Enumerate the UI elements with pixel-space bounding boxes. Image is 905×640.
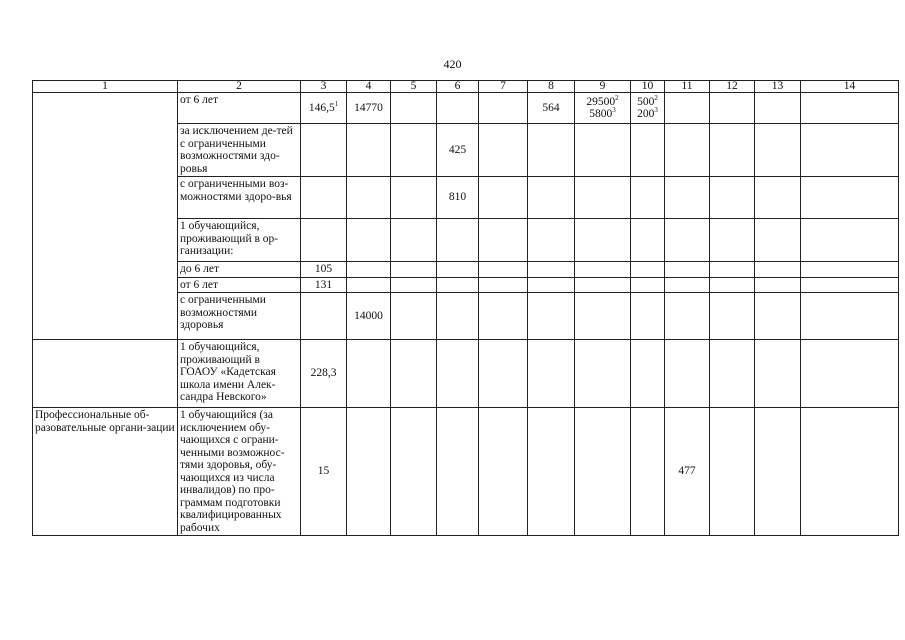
row-label: с ограниченными воз-можностями здоро-вья [178, 177, 301, 219]
row-label: 1 обучающийся (за исключением обу-чающихся с ограни-ченными возможнос-тями здоровья, обу-чающихся из числа инвалидов) по про-граммам подготовки квалифицированных рабочих [178, 408, 301, 536]
cell-col11: 477 [665, 408, 710, 536]
col-header-8: 8 [528, 81, 575, 93]
table-row [33, 93, 899, 124]
cell-col3: 105 [301, 262, 347, 278]
row-label: 1 обучающийся, проживающий в ГОАОУ «Кадетская школа имени Алек-сандра Невского» [178, 340, 301, 408]
col-header-9: 9 [575, 81, 631, 93]
col-header-14: 14 [801, 81, 899, 93]
cell-col10: $500^2$ $200^3$ [631, 93, 665, 124]
cell-col3: 15 [301, 408, 347, 536]
data-table [32, 80, 899, 536]
col-header-12: 12 [710, 81, 755, 93]
row-label: с ограниченными возможностями здоровья [178, 293, 301, 340]
category-cell-empty [33, 93, 178, 340]
col-header-13: 13 [755, 81, 801, 93]
row-label: за исключением де-тей с ограниченными возможностями здо-ровья [178, 124, 301, 177]
table-row [33, 340, 899, 408]
col-header-2: 2 [178, 81, 301, 93]
column-number-row [33, 81, 899, 93]
category-cell: Профессиональные об-разовательные органи-зации [33, 408, 178, 536]
row-label: 1 обучающийся, проживающий в ор-ганизации: [178, 219, 301, 262]
row-label: от 6 лет [178, 93, 301, 124]
cell-col8: 564 [528, 93, 575, 124]
col-header-10: 10 [631, 81, 665, 93]
col-header-1: 1 [33, 81, 178, 93]
page-number: 420 [443, 57, 462, 71]
cell-col3: 146,5$^1$ [301, 93, 347, 124]
cell-col6: 810 [437, 177, 479, 219]
cell-col3: 131 [301, 277, 347, 293]
row-label: от 6 лет [178, 277, 301, 293]
col-header-6: 6 [437, 81, 479, 93]
category-cell-empty [33, 340, 178, 408]
cell-col4: 14000 [347, 293, 391, 340]
col-header-4: 4 [347, 81, 391, 93]
col-header-7: 7 [479, 81, 528, 93]
table-row [33, 408, 899, 536]
cell-col6: 425 [437, 124, 479, 177]
cell-col4: 14770 [347, 93, 391, 124]
row-label: до 6 лет [178, 262, 301, 278]
col-header-5: 5 [391, 81, 437, 93]
cell-col3: 228,3 [301, 340, 347, 408]
cell-col9: 29500$^2$ 5800$^3$ [575, 93, 631, 124]
col-header-3: 3 [301, 81, 347, 93]
col-header-11: 11 [665, 81, 710, 93]
